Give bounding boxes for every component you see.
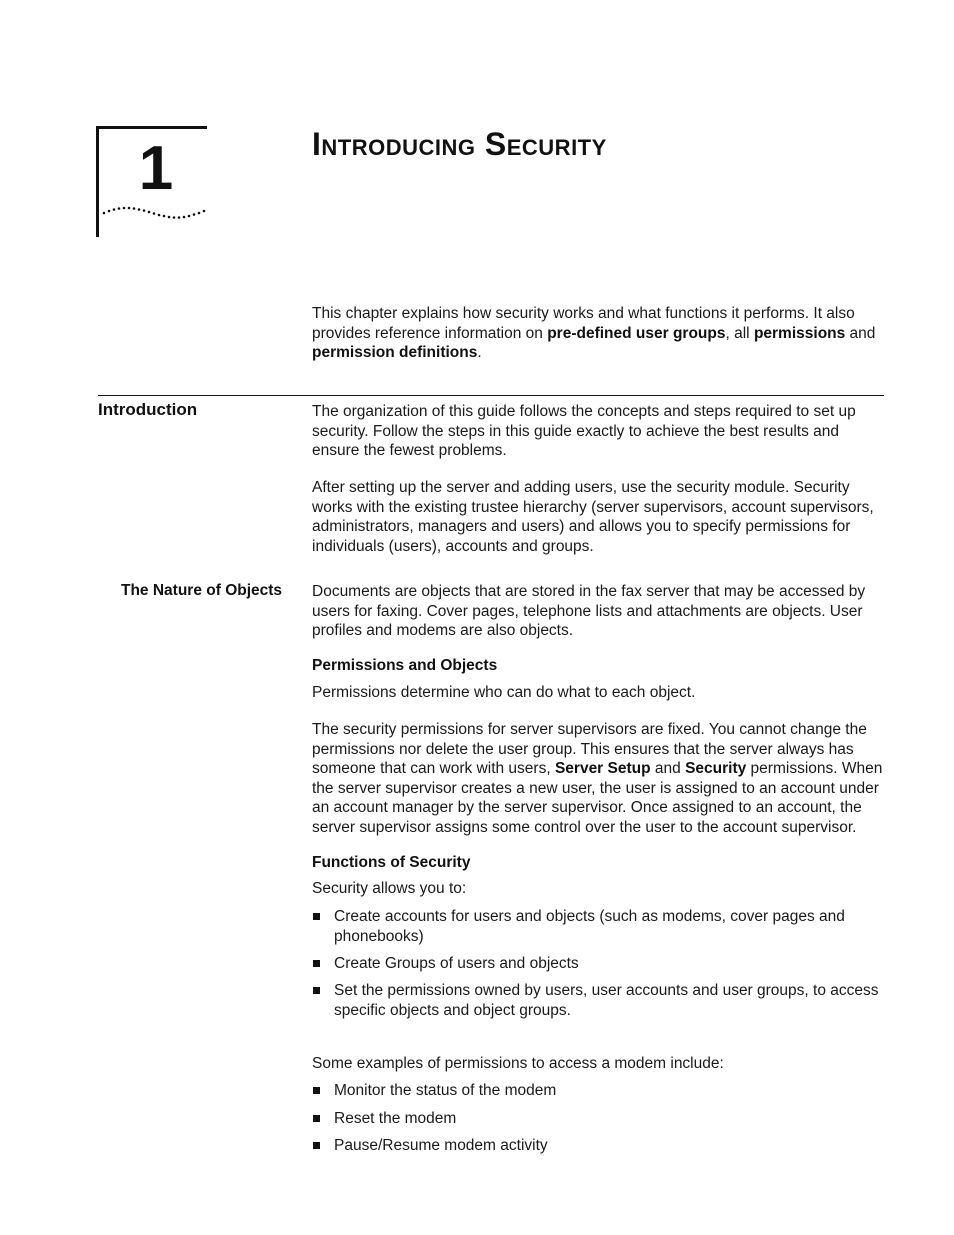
list-item-text: Create Groups of users and objects bbox=[334, 955, 579, 972]
list-item-text: Reset the modem bbox=[334, 1110, 457, 1127]
list-item-text: Monitor the status of the modem bbox=[334, 1082, 557, 1099]
nature-paragraph: Documents are objects that are stored in the fax server that may be accessed by users for faxing. Cover pages, telephone lists and attachments are objects. User profiles and modems are also objects. bbox=[312, 583, 866, 639]
perm-text-2: and bbox=[650, 760, 686, 777]
intro-bold-permission-definitions: permission definitions bbox=[312, 344, 478, 361]
bullet-square-icon bbox=[313, 1115, 320, 1122]
chapter-intro-paragraph bbox=[312, 304, 886, 363]
intro-text-1: This chapter explains how security works and what functions it performs. It also provides reference information on bbox=[312, 305, 855, 342]
introduction-heading: Introduction bbox=[98, 400, 198, 419]
functions-intro: Security allows you to: bbox=[312, 880, 467, 897]
list-item-text: Create accounts for users and objects (such as modems, cover pages and phonebooks) bbox=[334, 908, 845, 945]
list-item-text: Set the permissions owned by users, user accounts and user groups, to access specific objects and object groups. bbox=[334, 982, 879, 1019]
bullet-square-icon bbox=[313, 987, 320, 994]
chapter-number-box bbox=[96, 126, 208, 238]
dotted-curve-icon bbox=[96, 196, 212, 226]
introduction-paragraph-1: The organization of this guide follows the concepts and steps required to set up security. Follow the steps in this guide exactly to achieve the best results and ensure the fewest problems. bbox=[312, 403, 856, 459]
chapter-title: Introducing Security bbox=[312, 126, 607, 162]
bullet-square-icon bbox=[313, 1087, 320, 1094]
bullet-square-icon bbox=[313, 960, 320, 967]
bullet-square-icon bbox=[313, 1142, 320, 1149]
chapter-number: 1 bbox=[138, 134, 174, 203]
intro-bold-predefined-groups: pre-defined user groups bbox=[547, 324, 726, 342]
intro-bold-permissions: permissions bbox=[753, 324, 846, 342]
permissions-paragraph-1: Permissions determine who can do what to each object. bbox=[312, 684, 696, 701]
perm-bold-server-setup: Server Setup bbox=[554, 760, 651, 777]
intro-text-2: , all bbox=[725, 324, 754, 342]
perm-bold-security: Security bbox=[685, 760, 747, 777]
intro-text-4: . bbox=[477, 344, 482, 361]
introduction-paragraph-2: After setting up the server and adding users, use the security module. Security works with the existing trustee hierarchy (server supervisors, account supervisors, administrators, managers and users) and allows you to specify permissions for individuals (users), accounts and groups. bbox=[312, 479, 874, 555]
permissions-and-objects-heading: Permissions and Objects bbox=[312, 657, 498, 674]
list-item-text: Pause/Resume modem activity bbox=[334, 1137, 548, 1154]
bullet-square-icon bbox=[313, 913, 320, 920]
functions-of-security-heading: Functions of Security bbox=[312, 854, 471, 871]
nature-of-objects-heading: The Nature of Objects bbox=[121, 582, 283, 599]
intro-text-3: and bbox=[845, 324, 876, 342]
chapter-box-top-bar bbox=[96, 126, 207, 129]
perm-text-1: The security permissions for server supervisors are fixed. You cannot change the permissions nor delete the user group. This ensures that the server always has someone that can work with users, bbox=[312, 721, 867, 777]
permissions-paragraph-2 bbox=[312, 720, 886, 837]
examples-intro: Some examples of permissions to access a modem include: bbox=[312, 1055, 724, 1072]
section-divider bbox=[98, 395, 884, 396]
perm-text-3: permissions. When the server supervisor creates a new user, the user is assigned to an account under an account manager by the server supervisor. Once assigned to an account, the server supervisor assigns some control over the user to the account supervisor. bbox=[312, 760, 883, 836]
